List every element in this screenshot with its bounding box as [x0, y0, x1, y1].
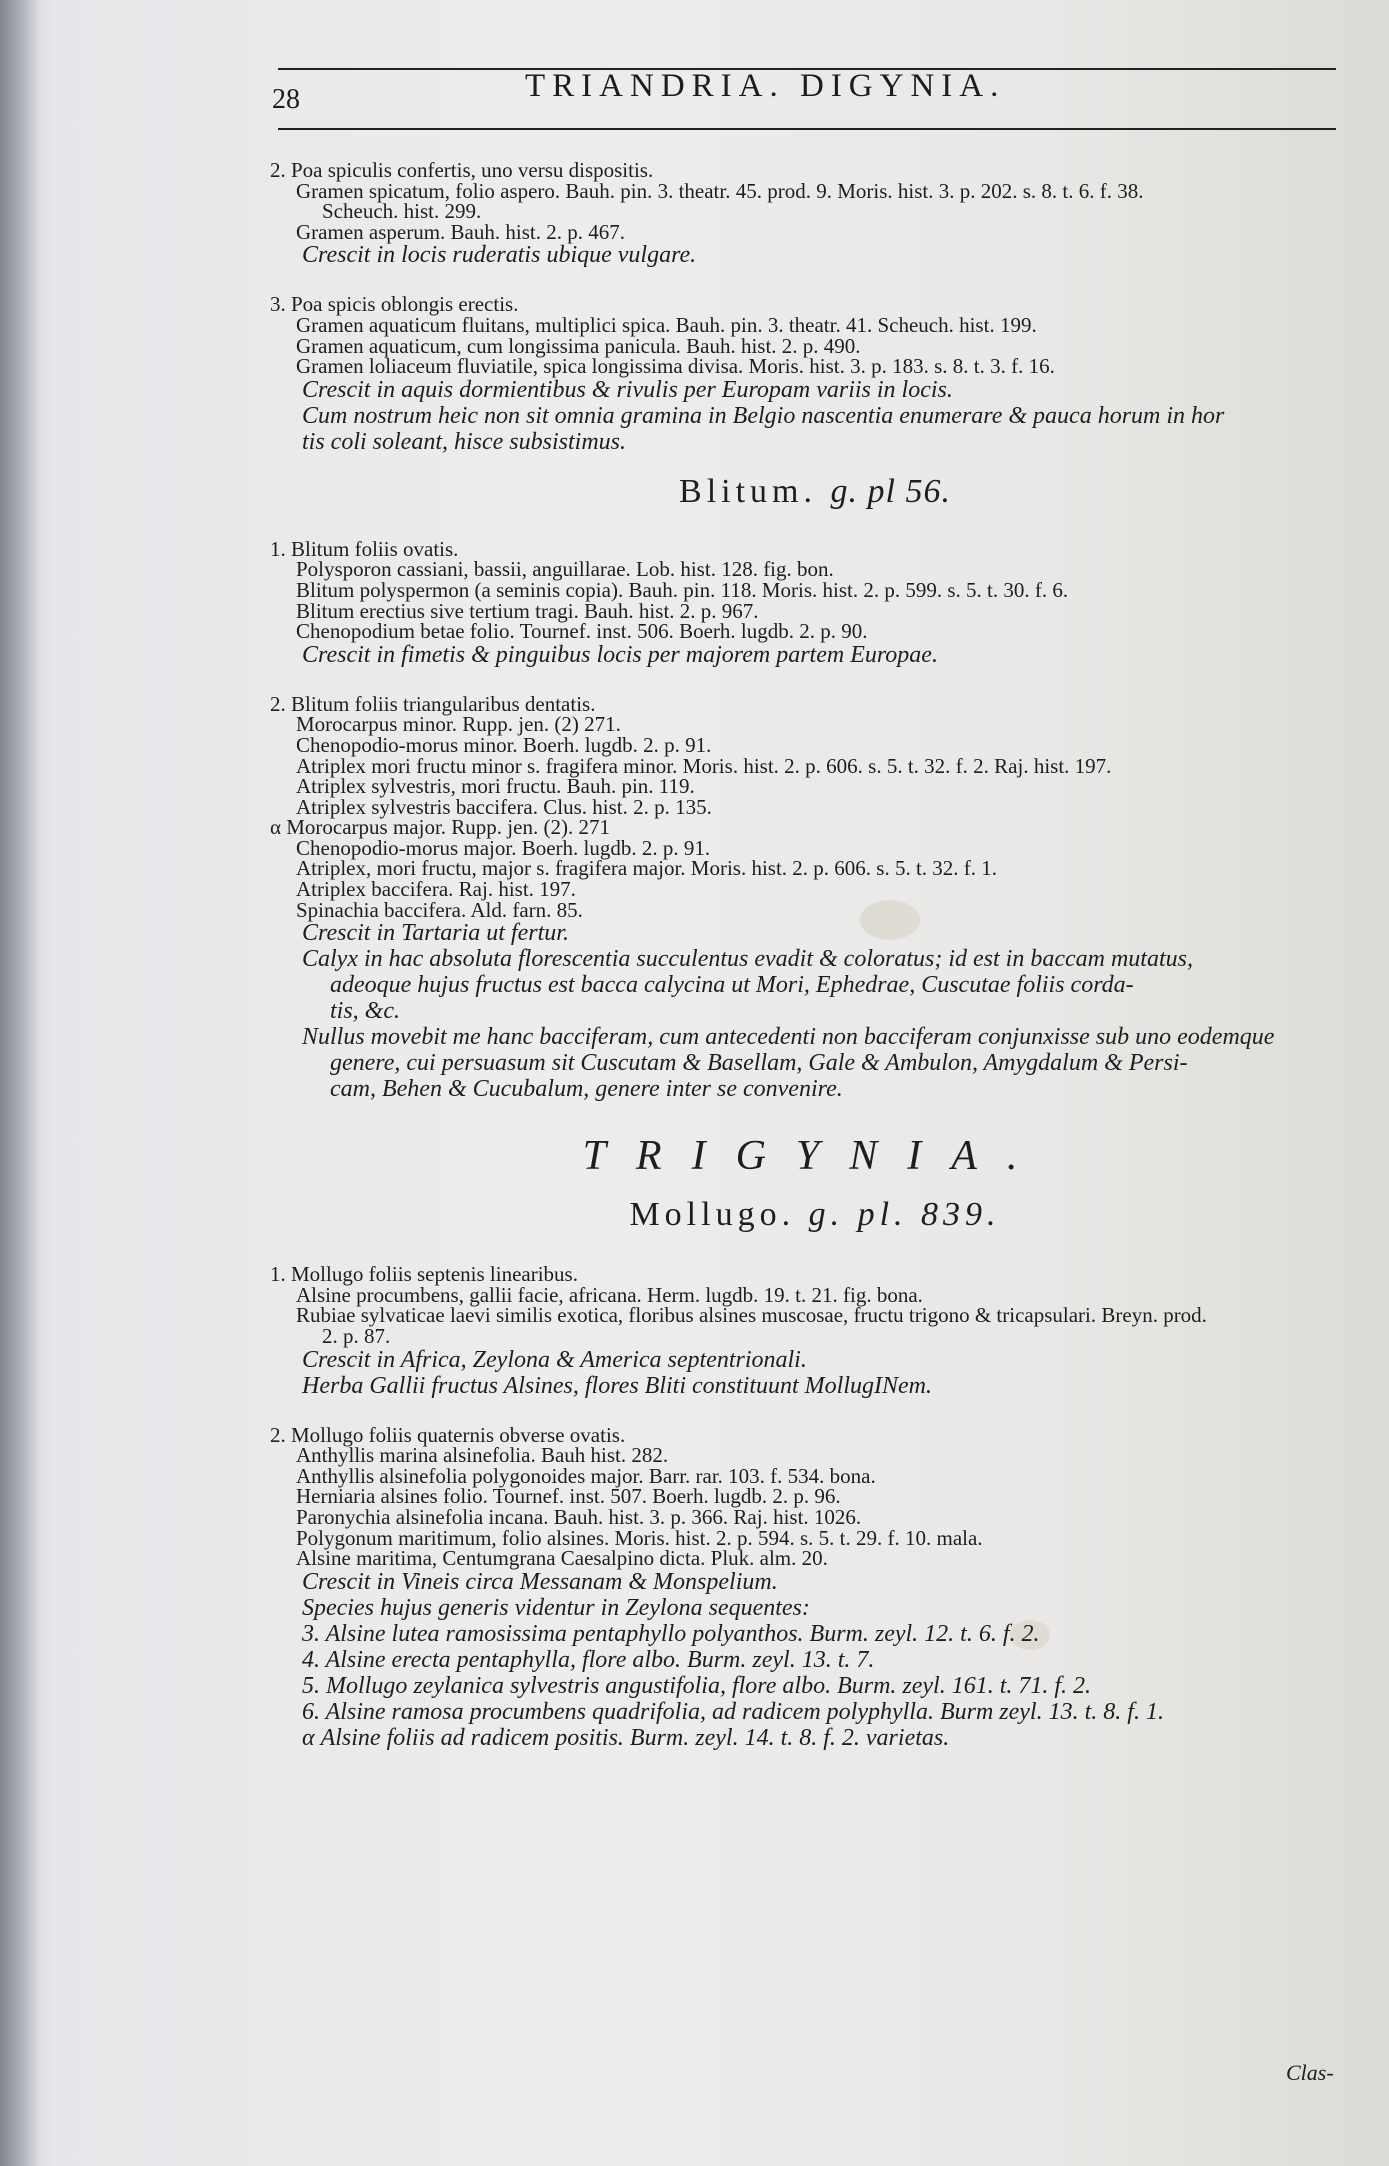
header-rule	[278, 128, 1336, 130]
habitat-note: Crescit in locis ruderatis ubique vulgare.	[302, 242, 697, 269]
species-entry: 1. Mollugo foliis septenis linearibus.	[270, 1262, 578, 1287]
remark-line: genere, cui persuasum sit Cuscutam & Basellam, Gale & Ambulon, Amygdalum & Persi-	[330, 1050, 1188, 1077]
catchword: Clas-	[1286, 2060, 1334, 2085]
synonym-line: Gramen aquaticum fluitans, multiplici spica. Bauh. pin. 3. theatr. 41. Scheuch. hist. 199.	[296, 312, 1037, 337]
page-text	[270, 160, 1360, 1751]
variety-line: α Morocarpus major. Rupp. jen. (2). 271	[270, 815, 610, 840]
species-entry: 2. Mollugo foliis quaternis obverse ovatis.	[270, 1422, 626, 1447]
remark-line: Nullus movebit me hanc bacciferam, cum antecedenti non bacciferam conjunxisse sub uno eodemque	[302, 1024, 1275, 1051]
synonym-line: Atriplex baccifera. Raj. hist. 197.	[296, 877, 576, 902]
remark-line: adeoque hujus fructus est bacca calycina ut Mori, Ephedrae, Cuscutae foliis corda-	[330, 972, 1134, 999]
genus-heading	[270, 1188, 1360, 1264]
synonym-line: Anthyllis alsinefolia polygonoides major. Barr. rar. 103. f. 534. bona.	[296, 1463, 876, 1488]
synonym-line: Blitum polyspermon (a seminis copia). Bauh. pin. 118. Moris. hist. 2. p. 599. s. 5. t. 30. f. 6.	[296, 577, 1069, 602]
remark-line: cam, Behen & Cucubalum, genere inter se convenire.	[330, 1076, 843, 1103]
species-entry: 2. Poa spiculis confertis, uno versu dispositis.	[270, 158, 654, 182]
species-list-item: 3. Alsine lutea ramosissima pentaphyllo polyanthos. Burm. zeyl. 12. t. 6. f. 2.	[302, 1620, 1040, 1647]
running-head: TRIANDRIA. DIGYNIA.	[525, 68, 1006, 104]
synonym-line: Chenopodio-morus major. Boerh. lugdb. 2. p. 91.	[296, 835, 711, 860]
synonym-line: Gramen loliaceum fluviatile, spica longissima divisa. Moris. hist. 3. p. 183. s. 8. t. 3. f. 16.	[296, 354, 1055, 379]
synonym-line: Spinachia baccifera. Ald. farn. 85.	[296, 897, 583, 922]
habitat-note: Crescit in aquis dormientibus & rivulis per Europam variis in locis.	[302, 376, 953, 403]
synonym-line: Atriplex sylvestris baccifera. Clus. hist. 2. p. 135.	[296, 794, 712, 819]
species-list-item: 4. Alsine erecta pentaphylla, flore albo. Burm. zeyl. 13. t. 7.	[302, 1646, 875, 1673]
synonym-line: Anthyllis marina alsinefolia. Bauh hist. 282.	[296, 1443, 669, 1468]
synonym-line: Alsine procumbens, gallii facie, africana. Herm. lugdb. 19. t. 21. fig. bona.	[296, 1282, 923, 1307]
gutter-shadow	[0, 0, 40, 2166]
synonym-line: 2. p. 87.	[322, 1324, 391, 1349]
remark-line: Species hujus generis videntur in Zeylona sequentes:	[302, 1594, 810, 1621]
synonym-line: Alsine maritima, Centumgrana Caesalpino dicta. Pluk. alm. 20.	[296, 1546, 828, 1571]
species-entry: 3. Poa spicis oblongis erectis.	[270, 292, 519, 317]
genus-reference: g. pl 56.	[830, 472, 951, 510]
habitat-note: Crescit in fimetis & pinguibus locis per majorem partem Europae.	[302, 641, 938, 668]
synonym-line: Atriplex mori fructu minor s. fragifera minor. Moris. hist. 2. p. 606. s. 5. t. 32. f. 2. Raj. hist. 197.	[296, 753, 1112, 778]
remark-line: tis coli soleant, hisce subsistimus.	[302, 428, 626, 455]
species-list-item: α Alsine foliis ad radicem positis. Burm. zeyl. 14. t. 8. f. 2. varietas.	[302, 1724, 950, 1751]
synonym-line: Blitum erectius sive tertium tragi. Bauh. hist. 2. p. 967.	[296, 598, 759, 623]
remark-line: Herba Gallii fructus Alsines, flores Bliti constituunt MollugINem.	[302, 1372, 932, 1399]
habitat-note: Crescit in Africa, Zeylona & America septentrionali.	[302, 1346, 807, 1373]
habitat-note: Crescit in Tartaria ut fertur.	[302, 920, 569, 947]
synonym-line: Morocarpus minor. Rupp. jen. (2) 271.	[296, 712, 621, 737]
synonym-line: Gramen asperum. Bauh. hist. 2. p. 467.	[296, 219, 625, 244]
genus-heading	[270, 455, 1360, 539]
genus-name: Blitum.	[679, 472, 817, 510]
synonym-line: Chenopodio-morus minor. Boerh. lugdb. 2. p. 91.	[296, 732, 712, 757]
remark-line: Cum nostrum heic non sit omnia gramina in Belgio nascentia enumerare & pauca horum in hor	[302, 402, 1225, 429]
genus-reference: g. pl. 839.	[808, 1196, 1001, 1234]
remark-line: Calyx in hac absoluta florescentia succulentus evadit & coloratus; id est in baccam mutatus,	[302, 946, 1193, 973]
species-list-item: 6. Alsine ramosa procumbens quadrifolia, ad radicem polyphylla. Burm zeyl. 13. t. 8. f. 1.	[302, 1698, 1164, 1725]
synonym-line: Rubiae sylvaticae laevi similis exotica, floribus alsines muscosae, fructu trigono & tricapsulari. Breyn. prod.	[296, 1303, 1207, 1328]
synonym-line: Gramen spicatum, folio aspero. Bauh. pin. 3. theatr. 45. prod. 9. Moris. hist. 3. p. 202. s. 8. t. 6. f. 38.	[296, 178, 1144, 203]
habitat-note: Crescit in Vineis circa Messanam & Monspelium.	[302, 1568, 778, 1595]
synonym-line: Polygonum maritimum, folio alsines. Moris. hist. 2. p. 594. s. 5. t. 29. f. 10. mala.	[296, 1525, 983, 1550]
synonym-line: Scheuch. hist. 299.	[322, 199, 482, 224]
synonym-line: Atriplex sylvestris, mori fructu. Bauh. pin. 119.	[296, 774, 695, 799]
page-number: 28	[272, 84, 300, 115]
synonym-line: Paronychia alsinefolia incana. Bauh. hist. 3. p. 366. Raj. hist. 1026.	[296, 1505, 862, 1529]
species-entry: 2. Blitum foliis triangularibus dentatis.	[270, 691, 596, 716]
synonym-line: Herniaria alsines folio. Tournef. inst. 507. Boerh. lugdb. 2. p. 96.	[296, 1484, 841, 1509]
species-list-item: 5. Mollugo zeylanica sylvestris angustifolia, flore albo. Burm. zeyl. 161. t. 71. f. 2.	[302, 1672, 1092, 1699]
synonym-line: Polysporon cassiani, bassii, anguillarae. Lob. hist. 128. fig. bon.	[296, 557, 834, 582]
genus-name: Mollugo.	[629, 1196, 796, 1234]
remark-line: tis, &c.	[330, 998, 400, 1025]
synonym-line: Atriplex, mori fructu, major s. fragifera major. Moris. hist. 2. p. 606. s. 5. t. 32. f. 1.	[296, 856, 998, 881]
species-entry: 1. Blitum foliis ovatis.	[270, 536, 459, 561]
synonym-line: Chenopodium betae folio. Tournef. inst. 506. Boerh. lugdb. 2. p. 90.	[296, 619, 868, 644]
synonym-line: Gramen aquaticum, cum longissima panicula. Bauh. hist. 2. p. 490.	[296, 333, 861, 358]
division-heading: TRIGYNIA.	[582, 1133, 1048, 1180]
